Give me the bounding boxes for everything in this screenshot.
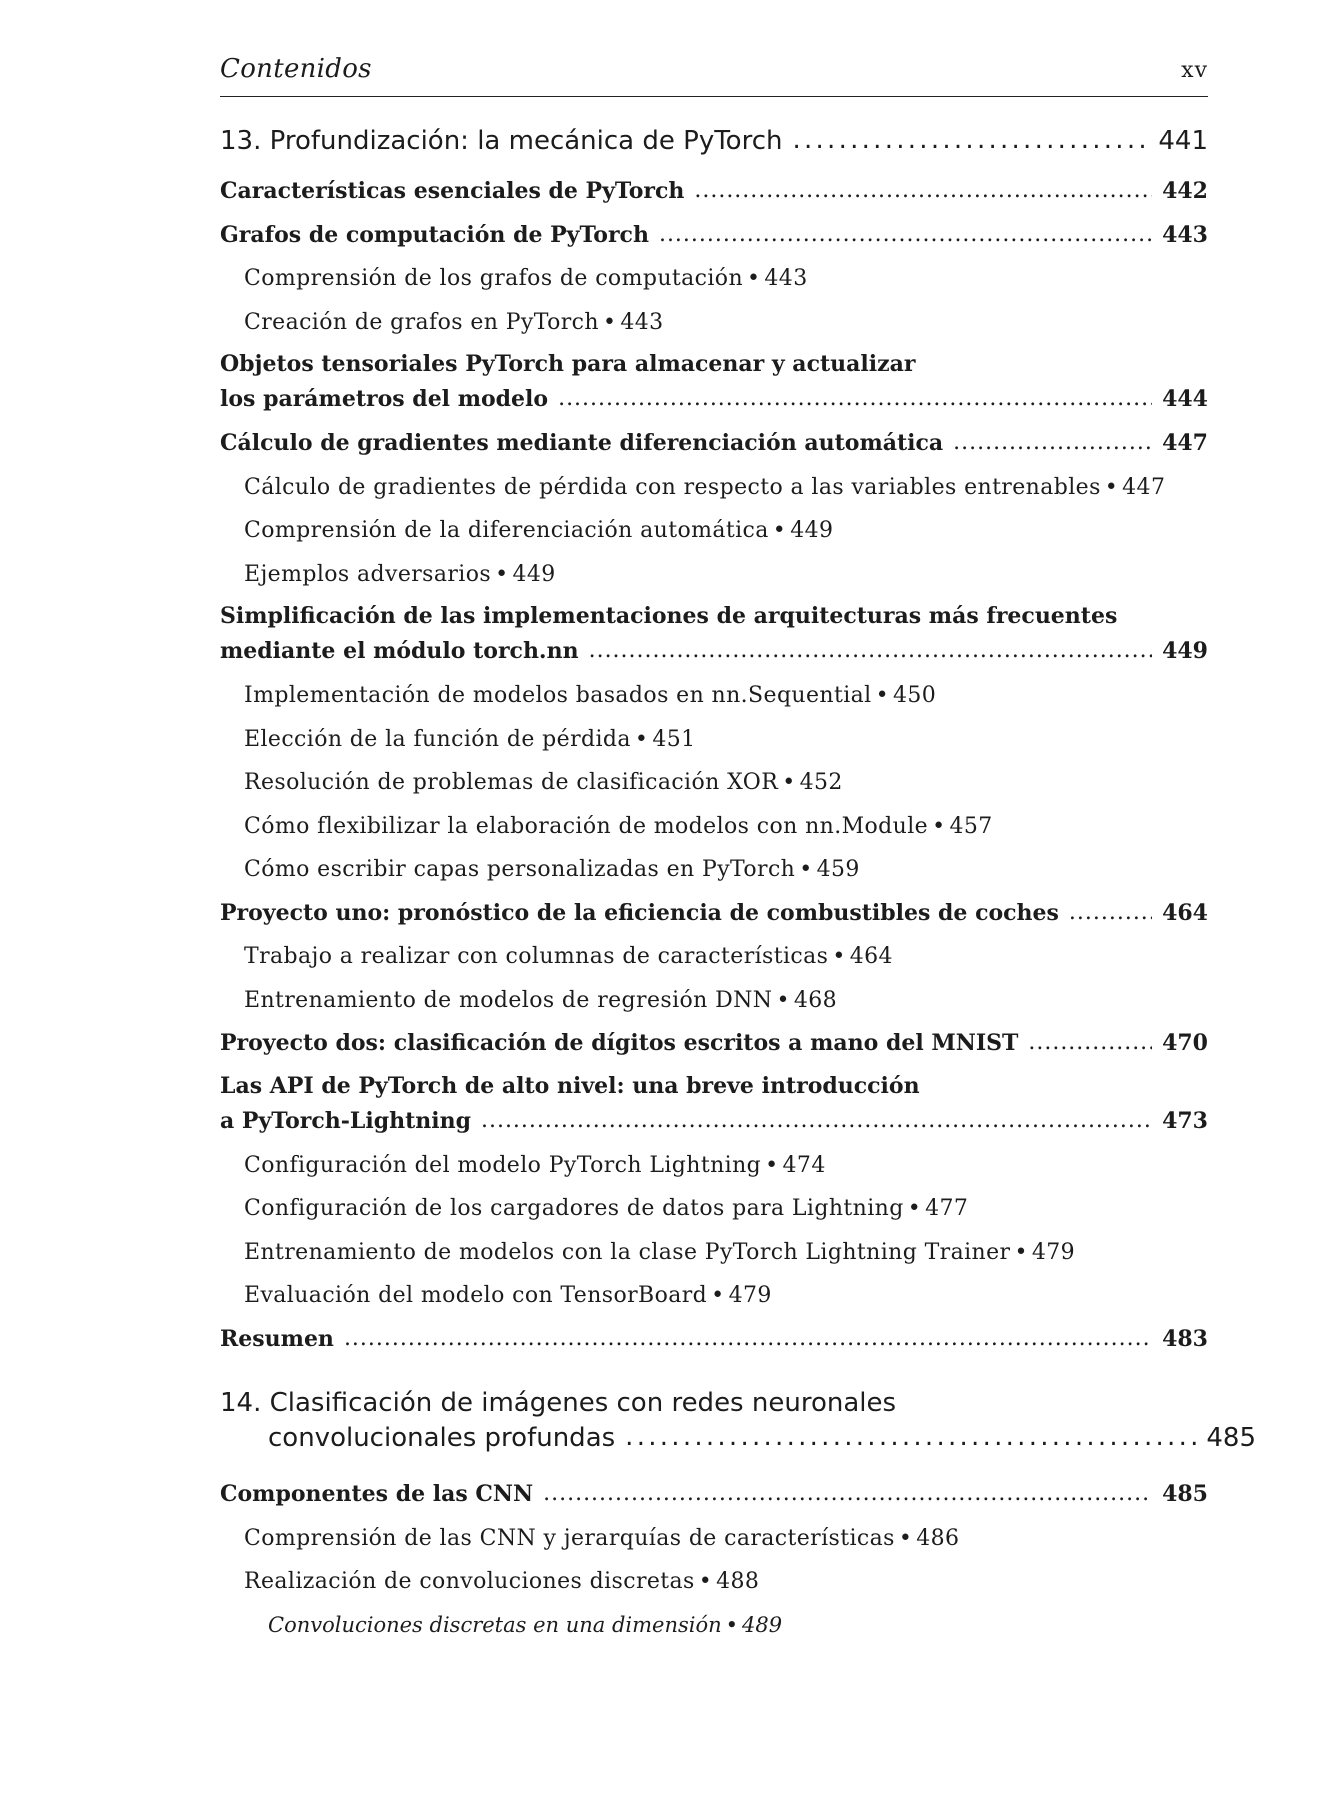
entry-title-line-2: mediante el módulo torch.nn [220,638,579,664]
dot-leader [543,1472,1152,1516]
entry-title-line-2: los parámetros del modelo [220,386,549,412]
entry-title-line-1: Objetos tensoriales PyTorch para almacenar y actualizar [220,351,916,377]
toc-section-entry[interactable] [220,344,1208,422]
toc-subsection-entry[interactable] [220,674,1208,718]
entry-page: 452 [799,770,843,795]
bullet-separator: • [495,561,509,587]
entry-page: 474 [782,1152,826,1178]
dot-leader [558,383,1152,414]
toc-subsection-entry[interactable] [220,257,1208,301]
entry-page: 443 [1162,221,1208,248]
entry-title: Cómo escribir capas personalizadas en PyTorch [244,857,796,882]
toc-subsection-entry[interactable] [220,979,1208,1023]
chapter-13-heading[interactable] [220,126,1208,160]
toc-subsection-entry[interactable] [220,1560,1208,1604]
entry-page: 450 [893,683,937,708]
dot-leader [481,1105,1152,1136]
toc-subsection-entry[interactable] [220,761,1208,805]
toc-section-entry[interactable] [220,1022,1208,1066]
toc-section-entry[interactable] [220,214,1208,258]
entry-page: 486 [916,1525,960,1551]
bullet-separator: • [725,1612,739,1637]
bullet-separator: • [747,266,761,291]
bullet-separator: • [898,1525,913,1551]
chapter-page: 441 [1158,126,1208,156]
entry-title: Convoluciones discretas en una dimensión [268,1612,722,1637]
entry-page: 443 [764,266,808,291]
dot-leader [792,125,1148,155]
bullet-separator: • [832,944,846,969]
entry-title: Creación de grafos en PyTorch [244,309,599,335]
entry-page: 479 [1031,1239,1076,1265]
toc-subsection-entry[interactable] [220,1144,1208,1188]
toc-section-entry[interactable] [220,1473,1208,1517]
entry-title: Configuración del modelo PyTorch Lightning [244,1152,762,1178]
dot-leader [625,1422,1196,1452]
entry-title: Configuración de los cargadores de datos para Lightning [244,1196,904,1221]
toc-section-entry[interactable] [220,596,1208,674]
toc-subsection-entry[interactable] [220,301,1208,345]
entry-title-line-1: Simplificación de las implementaciones de arquitecturas más frecuentes [220,603,1118,629]
bullet-separator: • [776,987,790,1013]
entry-page: 449 [512,561,556,587]
entry-title: Resumen [220,1325,334,1352]
toc-subsection-entry[interactable] [220,1517,1208,1561]
dot-leader [694,169,1152,213]
entry-title: Trabajo a realizar con columnas de características [244,944,829,969]
page-number: xv [1181,58,1208,83]
toc-subsection-entry[interactable] [220,466,1208,510]
entry-title-line-2-row [220,636,1208,674]
entry-title: Implementación de modelos basados en nn.Sequential [244,683,872,708]
entry-title: Cálculo de gradientes de pérdida con respecto a las variables entrenables [244,474,1101,500]
toc-section-entry[interactable] [220,422,1208,466]
running-header-title: Contenidos [220,54,372,84]
dot-leader [589,635,1152,666]
entry-title: Elección de la función de pérdida [244,726,631,752]
bullet-separator: • [634,726,649,752]
entry-page: 489 [742,1612,783,1637]
entry-title: Cómo flexibilizar la elaboración de modelos con nn.Module [244,813,929,839]
toc-section-entry[interactable] [220,892,1208,936]
toc-subsection-entry[interactable] [220,1187,1208,1231]
entry-page: 470 [1162,1030,1208,1056]
running-header [220,50,1208,97]
entry-page: 451 [652,726,696,752]
entry-title: Comprensión de los grafos de computación [244,266,744,291]
dot-leader [1028,1021,1152,1065]
entry-page: 447 [1122,474,1166,500]
dot-leader [953,421,1152,465]
entry-page: 477 [925,1196,969,1221]
toc-subsection-entry[interactable] [220,935,1208,979]
toc-section-entry[interactable] [220,1318,1208,1362]
bullet-separator: • [602,309,617,335]
entry-title-line-2-row [220,1106,1208,1144]
chapter-page: 485 [1206,1423,1256,1453]
entry-title: Ejemplos adversarios [244,561,492,587]
entry-page: 464 [1162,899,1208,926]
dot-leader [659,213,1152,257]
entry-title: Comprensión de la diferenciación automática [244,518,769,543]
chapter-13-entries [220,170,1208,1361]
bullet-separator: • [907,1196,922,1221]
chapter-title: 13. Profundización: la mecánica de PyTorch [220,126,783,156]
toc-entries [220,126,1256,1647]
entry-title: Comprensión de las CNN y jerarquías de características [244,1525,895,1551]
entry-title-line-1: Las API de PyTorch de alto nivel: una breve introducción [220,1072,920,1099]
entry-title: Proyecto uno: pronóstico de la eficiencia de combustibles de coches [220,899,1059,926]
entry-title: Resolución de problemas de clasificación XOR [244,770,779,795]
entry-title: Componentes de las CNN [220,1481,534,1507]
bullet-separator: • [698,1569,713,1594]
toc-subsection-entry[interactable] [220,848,1208,892]
entry-page: 464 [849,944,893,969]
toc-subsection-entry[interactable] [220,805,1208,849]
entry-title: Evaluación del modelo con TensorBoard [244,1283,708,1308]
toc-subsection-entry[interactable] [220,718,1208,762]
toc-subsubsection-entry[interactable] [220,1604,1208,1648]
entry-page: 485 [1162,1481,1208,1507]
toc-subsection-entry[interactable] [220,553,1208,597]
toc-subsection-entry[interactable] [220,1274,1208,1318]
entry-page: 449 [790,518,834,543]
toc-subsection-entry[interactable] [220,509,1208,553]
chapter-gap [220,1361,1208,1383]
bullet-separator: • [932,813,946,839]
entry-page: 447 [1162,430,1208,456]
entry-page: 483 [1162,1325,1208,1352]
bullet-separator: • [711,1283,725,1308]
bullet-separator: • [1104,474,1119,500]
chapter-title-line-1: 14. Clasificación de imágenes con redes neuronales [220,1388,897,1418]
chapter-title-line-2: convolucionales profundas [268,1423,616,1453]
entry-title: Proyecto dos: clasificación de dígitos escritos a mano del MNIST [220,1030,1019,1056]
entry-page: 468 [793,987,838,1013]
entry-page: 442 [1162,178,1208,204]
entry-page: 443 [620,309,664,335]
toc-section-entry[interactable] [220,170,1208,214]
bullet-separator: • [765,1152,779,1178]
entry-title: Realización de convoluciones discretas [244,1569,695,1594]
entry-page: 459 [816,857,860,882]
bullet-separator: • [782,770,796,795]
toc-section-entry[interactable] [220,1066,1208,1144]
bullet-separator: • [1014,1239,1028,1265]
chapter-14-entries [220,1473,1208,1647]
entry-page: 444 [1162,386,1208,412]
entry-page: 449 [1162,638,1208,664]
entry-title-line-2-row [220,384,1208,422]
entry-page: 488 [716,1569,760,1594]
bullet-separator: • [799,857,813,882]
bullet-separator: • [875,683,890,708]
entry-title: Entrenamiento de modelos de regresión DNN [244,987,773,1013]
chapter-14-heading[interactable] [220,1383,1256,1463]
entry-page: 457 [949,813,993,839]
entry-page: 473 [1162,1107,1208,1134]
toc-subsection-entry[interactable] [220,1231,1208,1275]
dot-leader [1069,891,1152,935]
entry-title: Entrenamiento de modelos con la clase PyTorch Lightning Trainer [244,1239,1011,1265]
entry-page: 479 [728,1283,772,1308]
bullet-separator: • [772,518,787,543]
entry-title: Grafos de computación de PyTorch [220,221,649,248]
entry-title-line-2: a PyTorch-Lightning [220,1107,471,1134]
dot-leader [344,1317,1152,1361]
entry-title: Características esenciales de PyTorch [220,178,685,204]
entry-title: Cálculo de gradientes mediante diferenciación automática [220,430,944,456]
